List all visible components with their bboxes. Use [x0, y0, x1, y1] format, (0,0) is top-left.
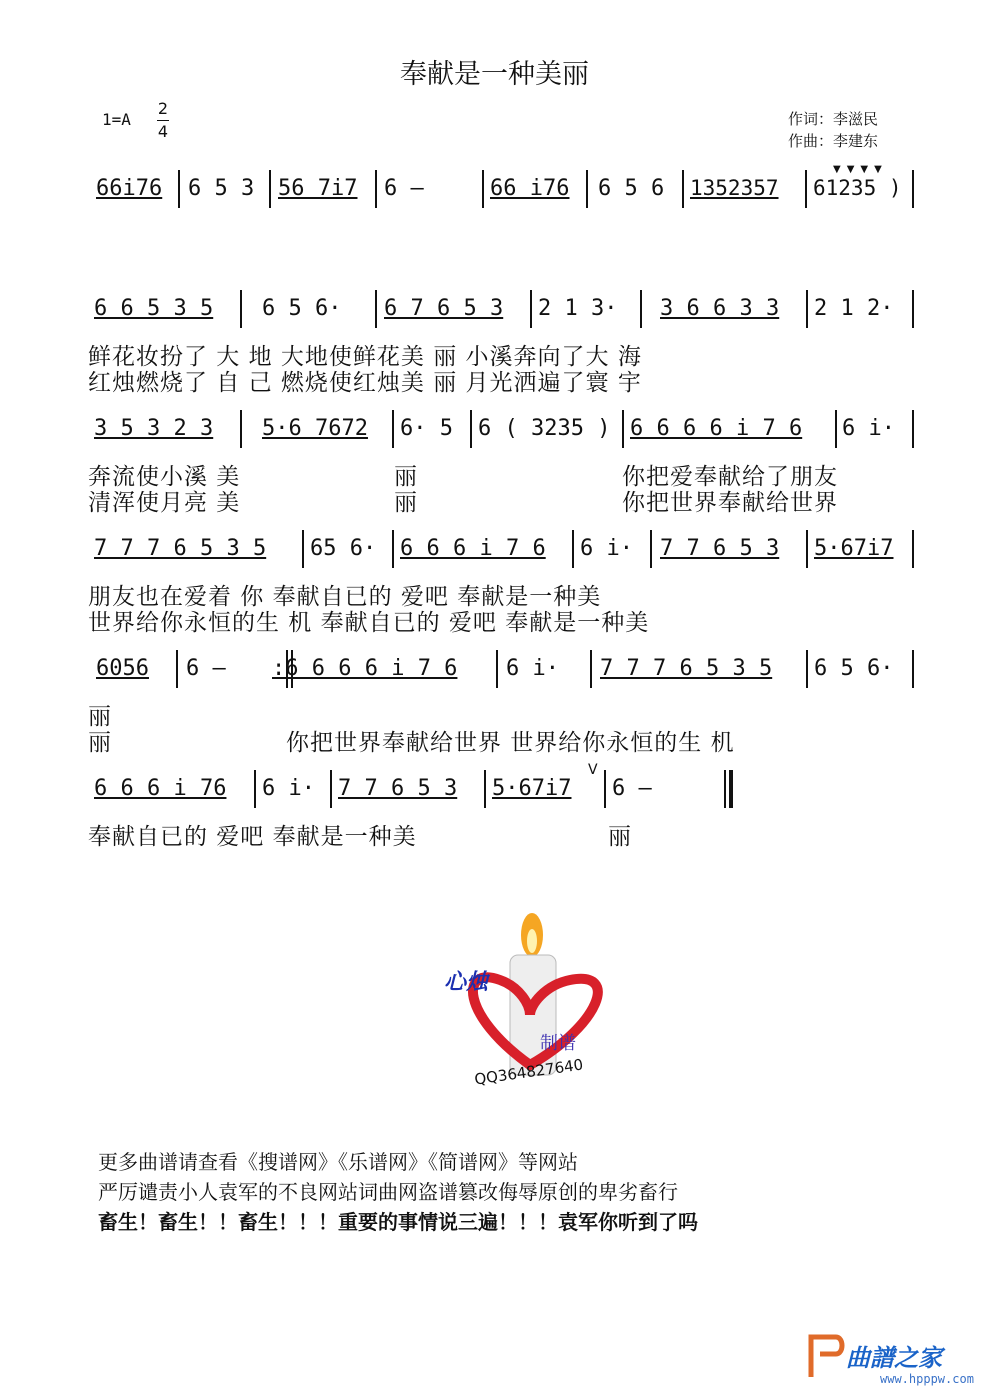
measure-note: 6 7 6 5 3: [384, 296, 504, 321]
footer-line-2: 严厉谴责小人袁军的不良网站词曲网盗谱篡改侮辱原创的卑劣畜行: [98, 1180, 678, 1204]
measure-note: :6 6 6 6 i 7 6: [272, 656, 458, 681]
footer-line-1: 更多曲谱请查看《搜谱网》《乐谱网》《简谱网》等网站: [98, 1150, 578, 1174]
measure-note: 6056: [96, 656, 149, 681]
measure-note: 6· 5: [400, 416, 453, 441]
measure-note: 6 6 6 i 7 6: [400, 536, 546, 561]
lyric-line-1: 朋友也在爱着 你 奉献自已的 爱吧 奉献是一种美: [88, 584, 602, 610]
measure-note: 2 1 2·: [814, 296, 894, 321]
measure-note: 5·6 7672: [262, 416, 368, 441]
measure-note: 6 ( 3235 ): [478, 416, 611, 441]
watermark: [806, 1332, 976, 1392]
measure-note: 6 –: [612, 776, 652, 801]
measure-note: 7 7 6 5 3: [660, 536, 780, 561]
time-signature: [157, 98, 169, 143]
measure-note: 6 6 5 3 5: [94, 296, 214, 321]
lyricist: 作词：李滋民: [788, 110, 879, 128]
lyric-line-1: 奔流使小溪 美: [88, 464, 241, 490]
measure-note: 2 1 3·: [538, 296, 618, 321]
page-title: 奉献是一种美丽: [400, 59, 589, 90]
measure-note: 6 i·: [580, 536, 633, 561]
lyric-line-1: 鲜花妆扮了 大 地 大地使鲜花美 丽 小溪奔向了大 海: [88, 344, 642, 370]
time-signature-top: 2: [157, 99, 169, 118]
measure-note: 66i76: [96, 176, 163, 201]
lyric-line-1: 奉献自已的 爱吧 奉献是一种美: [88, 824, 417, 850]
watermark-url: www.hpppw.com: [880, 1372, 974, 1386]
lyric-line-2: 丽: [88, 730, 112, 756]
logo-made: 制谱: [540, 1033, 576, 1054]
lyric-line-2b: 丽: [394, 490, 418, 516]
composer: 作曲：李建东: [788, 132, 879, 150]
measure-note: 6 –: [186, 656, 226, 681]
measure-note: 6 –: [384, 176, 424, 201]
logo-qq: QQ364827640: [473, 1055, 585, 1089]
watermark-logo-icon: [806, 1332, 846, 1382]
measure-note: 66 i76: [490, 176, 570, 201]
measure-note: 1352357: [690, 176, 779, 200]
logo-brand: 心烛: [444, 970, 489, 995]
watermark-brand: 曲譜之家: [846, 1344, 942, 1372]
lyric-line-1: 丽: [88, 704, 112, 730]
measure-note: 6 i·: [262, 776, 315, 801]
measure-note: 6 5 6·: [814, 656, 894, 681]
measure-note: 61235 ): [813, 176, 902, 200]
candle-logo: [430, 905, 630, 1095]
measure-note: 6 i·: [842, 416, 895, 441]
lyric-line-2c: 你把世界奉献给世界: [622, 490, 838, 516]
measure-note: 6 5 6·: [262, 296, 342, 321]
measure-note: 7 7 7 6 5 3 5: [94, 536, 267, 561]
lyric-line-2: 世界给你永恒的生 机 奉献自已的 爱吧 奉献是一种美: [88, 610, 650, 636]
measure-note: 6 5 6: [598, 176, 665, 201]
measure-note: 6 6 6 6 i 7 6: [630, 416, 803, 441]
measure-note: 6 5 3: [188, 176, 255, 201]
footer-line-3: 畜生！畜生！！畜生！！！重要的事情说三遍！！！袁军你听到了吗: [98, 1210, 698, 1234]
measure-note: 7 7 6 5 3: [338, 776, 458, 801]
lyric-line-1c: 你把爱奉献给了朋友: [622, 464, 838, 490]
lyric-line-2: 红烛燃烧了 自 己 燃烧使红烛美 丽 月光洒遍了寰 宇: [88, 370, 642, 396]
measure-note: 65 6·: [310, 536, 377, 561]
key-signature: 1=A: [102, 110, 131, 129]
measure-note: 5·67i7: [814, 536, 894, 561]
time-signature-bottom: 4: [157, 122, 169, 141]
lyric-line-1b: 丽: [394, 464, 418, 490]
measure-note: 56 7i7: [278, 176, 358, 201]
measure-note: 3 6 6 3 3: [660, 296, 780, 321]
lyric-line-1b: 丽: [608, 824, 632, 850]
measure-note: 6 6 6 i 76: [94, 776, 227, 801]
lyric-line-2c: 你把世界奉献给世界 世界给你永恒的生 机: [286, 730, 735, 756]
measure-note: 6 i·: [506, 656, 559, 681]
measure-note: 5·67i7: [492, 776, 572, 801]
lyric-line-2: 清浑使月亮 美: [88, 490, 241, 516]
measure-note: 7 7 7 6 5 3 5: [600, 656, 773, 681]
measure-note: 3 5 3 2 3: [94, 416, 214, 441]
